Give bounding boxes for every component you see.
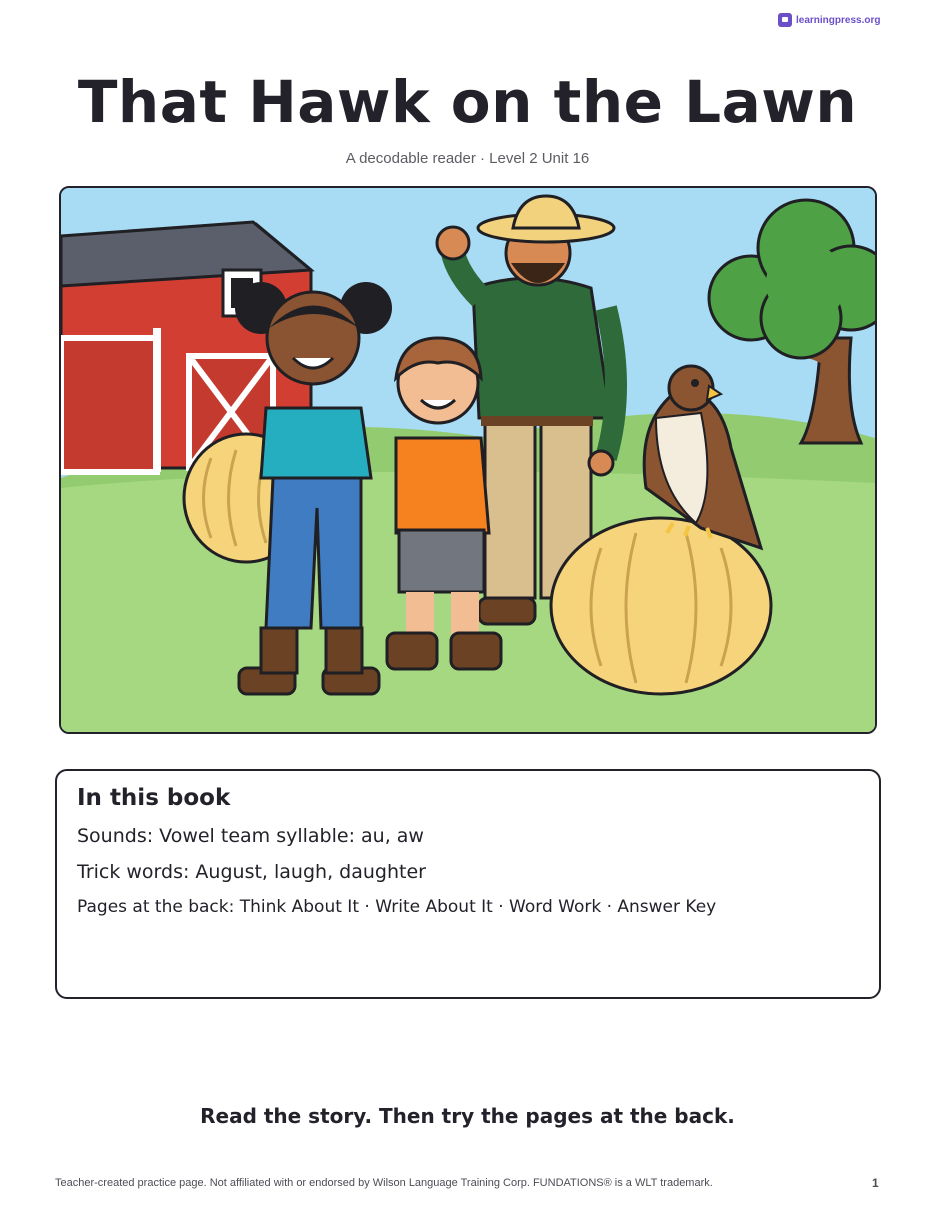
page-subtitle: A decodable reader · Level 2 Unit 16	[345, 150, 590, 167]
farm-scene	[61, 188, 875, 732]
trick-words-line: Trick words: August, laugh, daughter	[77, 861, 426, 883]
brand-logo[interactable]	[778, 13, 880, 27]
back-pages-line: Pages at the back: Think About It · Write About It · Word Work · Answer Key	[77, 897, 717, 917]
page-number: 1	[872, 1176, 879, 1190]
sounds-line: Sounds: Vowel team syllable: au, aw	[77, 825, 424, 847]
cover-illustration	[59, 186, 877, 734]
footer-disclaimer: Teacher-created practice page. Not affiliated with or endorsed by Wilson Language Training Corp. FUNDATIONS® is a WLT trademark.	[55, 1177, 713, 1189]
reading-instruction: Read the story. Then try the pages at the back.	[200, 1104, 735, 1128]
in-this-book-panel	[55, 769, 881, 999]
page-title: That Hawk on the Lawn	[77, 68, 858, 136]
hay-bale-right	[551, 518, 771, 694]
book-icon	[778, 13, 792, 27]
brand-name: learningpress.org	[796, 14, 881, 26]
in-this-book-heading: In this book	[77, 785, 231, 811]
